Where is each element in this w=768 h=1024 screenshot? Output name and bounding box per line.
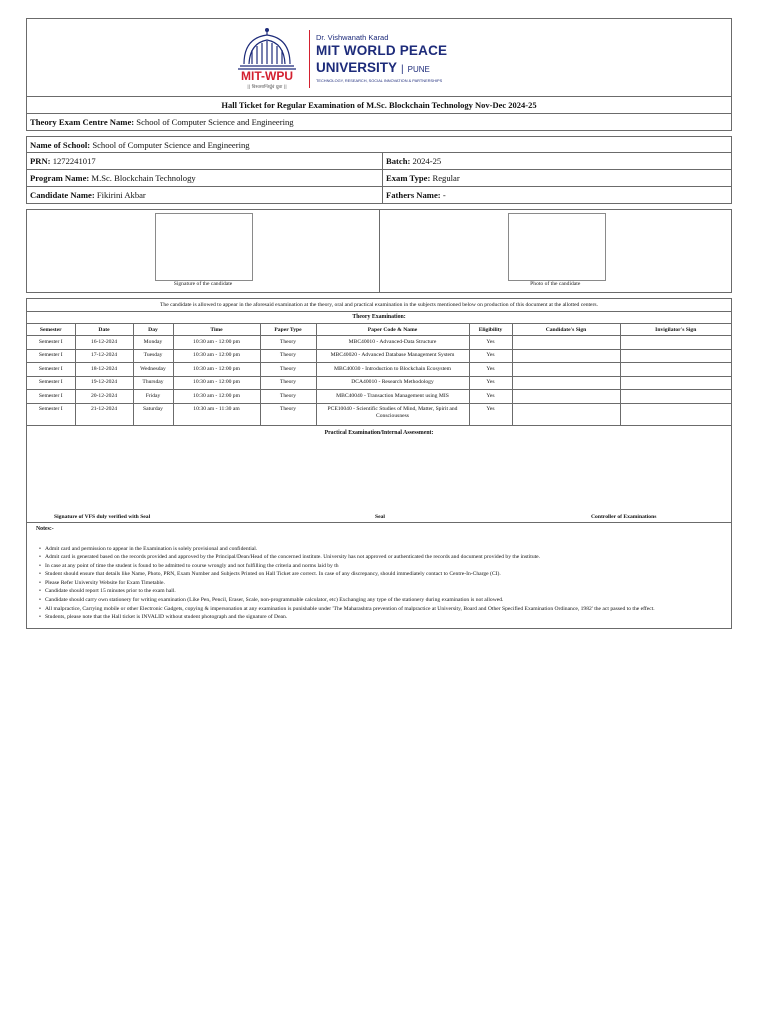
practical-heading: Practical Examination/Internal Assessment: — [324, 429, 434, 436]
col-eligibility: Eligibility — [469, 324, 512, 336]
practical-section — [27, 426, 731, 522]
table-row — [27, 336, 731, 350]
father-label: Fathers Name: — [386, 190, 441, 200]
row-prn-batch — [26, 153, 732, 170]
cell-paper-code-name: MBC40020 - Advanced Database Management System — [316, 349, 469, 363]
cell-day: Tuesday — [133, 349, 173, 363]
cell-paper-type: Theory — [260, 376, 316, 390]
col-time: Time — [173, 324, 260, 336]
brand-left: MIT-WPU — [241, 69, 293, 83]
father-value: - — [442, 190, 446, 200]
cell-eligibility: Yes — [469, 363, 512, 377]
father-field — [383, 187, 731, 203]
cell-semester: Semester I — [27, 403, 75, 425]
motto: || विश्वशान्तिर्ध्रुवं ध्रुवा || — [247, 85, 287, 90]
cell-candidate-sign — [512, 336, 620, 350]
cell-eligibility: Yes — [469, 376, 512, 390]
cell-time: 10:30 am - 12:00 pm — [173, 349, 260, 363]
cell-invigilator-sign — [620, 349, 731, 363]
col-date: Date — [75, 324, 133, 336]
batch-value: 2024-25 — [412, 156, 442, 166]
cell-semester: Semester I — [27, 376, 75, 390]
centre-value: School of Computer Science and Engineering — [136, 117, 294, 127]
col-paper-code-name: Paper Code & Name — [316, 324, 469, 336]
photo-box — [508, 213, 606, 281]
cell-candidate-sign — [512, 363, 620, 377]
cell-candidate-sign — [512, 349, 620, 363]
cell-paper-code-name: PCE10040 - Scientific Studies of Mind, Matter, Spirit and Consciousness — [316, 403, 469, 425]
cell-invigilator-sign — [620, 376, 731, 390]
signature-box — [155, 213, 253, 281]
cell-date: 20-12-2024 — [75, 390, 133, 404]
note-item: • Student should ensure that details like Name, Photo, PRN, Exam Number and Subjects Printed on Hall Ticket are correct. In case of any discrepancy, should immediately contact to Centre-In-Charge (CI). — [40, 570, 731, 579]
vfs-signature-label: Signature of VFS duly verified with Seal — [54, 513, 151, 520]
notes-list — [27, 545, 731, 622]
cell-paper-type: Theory — [260, 336, 316, 350]
cell-eligibility: Yes — [469, 349, 512, 363]
row-school — [26, 136, 732, 153]
city-separator: | — [401, 64, 404, 75]
row-candidate-father — [26, 187, 732, 204]
cell-time: 10:30 am - 12:00 pm — [173, 336, 260, 350]
note-item: • Students, please note that the Hall ticket is INVALID without student photograph and the signature of Dean. — [40, 613, 731, 622]
col-invigilator-sign: Invigilator's Sign — [620, 324, 731, 336]
prn-value: 1272241017 — [52, 156, 96, 166]
candidate-value: Fikirini Akbar — [96, 190, 146, 200]
table-row — [27, 363, 731, 377]
cell-candidate-sign — [512, 403, 620, 425]
candidate-field — [27, 187, 383, 203]
cell-paper-code-name: MBC40040 - Transaction Management using MIS — [316, 390, 469, 404]
cell-invigilator-sign — [620, 336, 731, 350]
cell-date: 17-12-2024 — [75, 349, 133, 363]
row-centre — [26, 114, 732, 131]
row-program-examtype — [26, 170, 732, 187]
cell-semester: Semester I — [27, 390, 75, 404]
exam-table-header — [27, 324, 731, 336]
founder-name: Dr. Vishwanath Karad — [316, 33, 389, 42]
note-item: • In case at any point of time the student is found to be admitted to course wrongly and not fulfilling the criteria and norms laid by th — [40, 562, 731, 571]
col-paper-type: Paper Type — [260, 324, 316, 336]
cell-paper-code-name: DCA40010 - Research Methodology — [316, 376, 469, 390]
theory-heading: Theory Examination: — [27, 312, 731, 324]
school-value: School of Computer Science and Engineering — [92, 140, 250, 150]
examtype-field — [383, 170, 731, 186]
prn-field — [27, 153, 383, 169]
centre-label: Theory Exam Centre Name: — [30, 117, 135, 127]
note-item: • Candidate should carry own stationery for writing examination (Like Pen, Pencil, Eraser, Scale, non-programmable calculator, etc) Exchanging any type of the stationery during examination is not allowed. — [40, 596, 731, 605]
prn-label: PRN: — [30, 156, 51, 166]
note-item: • Please Refer University Website for Exam Timetable. — [40, 579, 731, 588]
cell-day: Wednesday — [133, 363, 173, 377]
logo-divider — [309, 30, 310, 88]
centre-field — [27, 114, 731, 130]
exam-table — [27, 324, 731, 426]
cell-date: 16-12-2024 — [75, 336, 133, 350]
photo-panel — [380, 210, 732, 292]
table-row — [27, 349, 731, 363]
cell-invigilator-sign — [620, 363, 731, 377]
university-line2-wrap — [316, 59, 430, 77]
cell-paper-code-name: MBC40030 - Introduction to Blockchain Ecosystem — [316, 363, 469, 377]
cell-day: Monday — [133, 336, 173, 350]
cell-paper-type: Theory — [260, 390, 316, 404]
tagline: TECHNOLOGY, RESEARCH, SOCIAL INNOVATION & PARTNERSHIPS — [316, 78, 443, 83]
cell-eligibility: Yes — [469, 403, 512, 425]
col-day: Day — [133, 324, 173, 336]
school-field — [27, 137, 731, 152]
table-row — [27, 390, 731, 404]
notes-heading: Notes:- — [36, 525, 54, 532]
seal-label: Seal — [375, 513, 385, 520]
note-item: • Admit card is generated based on the records provided and approved by the Principal/Dean/Head of the concerned institute. University has not approved or authenticated the records and document provided by the institute. — [40, 553, 731, 562]
signature-panel — [27, 210, 380, 292]
exam-notice: The candidate is allowed to appear in the aforesaid examination at the theory, oral and practical examination in the subjects mentioned below on production of this document at the allotted centers. — [27, 299, 731, 312]
batch-label: Batch: — [386, 156, 411, 166]
program-field — [27, 170, 383, 186]
notes-section — [27, 522, 731, 628]
cell-semester: Semester I — [27, 349, 75, 363]
cell-date: 21-12-2024 — [75, 403, 133, 425]
cell-day: Friday — [133, 390, 173, 404]
cell-day: Saturday — [133, 403, 173, 425]
school-label: Name of School: — [30, 140, 91, 150]
cell-time: 10:30 am - 12:00 pm — [173, 390, 260, 404]
cell-eligibility: Yes — [469, 390, 512, 404]
photo-caption: Photo of the candidate — [530, 281, 581, 287]
table-row — [27, 403, 731, 425]
city: PUNE — [407, 65, 430, 74]
cell-invigilator-sign — [620, 390, 731, 404]
cell-day: Thursday — [133, 376, 173, 390]
note-item: • Candidate should report 15 minutes prior to the exam hall. — [40, 587, 731, 596]
cell-time: 10:30 am - 12:00 pm — [173, 376, 260, 390]
cell-time: 10:30 am - 11:30 am — [173, 403, 260, 425]
cell-paper-type: Theory — [260, 363, 316, 377]
university-line1: MIT WORLD PEACE — [316, 43, 448, 58]
hall-ticket-title: Hall Ticket for Regular Examination of M.Sc. Blockchain Technology Nov-Dec 2024-25 — [26, 97, 732, 114]
cell-eligibility: Yes — [469, 336, 512, 350]
cell-date: 18-12-2024 — [75, 363, 133, 377]
photo-signature-block — [26, 209, 732, 293]
header — [26, 18, 732, 97]
cell-candidate-sign — [512, 376, 620, 390]
note-item: • All malpractice, Carrying mobile or other Electronic Gadgets, copying & impersonation at any examination is punishable under 'The Maharashtra prevention of malpractice at University, Board and Other Specified Examination Ordinance, 1982' the act passed to the effect. — [40, 605, 731, 614]
col-semester: Semester — [27, 324, 75, 336]
note-item: • Admit card and permission to appear in the Examination is solely provisional and confidential. — [40, 545, 731, 554]
candidate-label: Candidate Name: — [30, 190, 95, 200]
examtype-label: Exam Type: — [386, 173, 431, 183]
program-value: M.Sc. Blockchain Technology — [91, 173, 196, 183]
cell-invigilator-sign — [620, 403, 731, 425]
cell-time: 10:30 am - 12:00 pm — [173, 363, 260, 377]
cell-semester: Semester I — [27, 363, 75, 377]
hall-ticket — [26, 18, 732, 629]
examtype-value: Regular — [432, 173, 460, 183]
batch-field — [383, 153, 731, 169]
program-label: Program Name: — [30, 173, 90, 183]
exam-section — [26, 298, 732, 629]
university-logo — [232, 26, 492, 92]
university-line2: UNIVERSITY — [316, 60, 398, 75]
signature-caption: Signature of the candidate — [173, 281, 233, 287]
table-row — [27, 376, 731, 390]
cell-candidate-sign — [512, 390, 620, 404]
dome-emblem-icon — [232, 26, 302, 70]
cell-paper-code-name: MBC40010 - Advanced-Data Structure — [316, 336, 469, 350]
cell-paper-type: Theory — [260, 403, 316, 425]
cell-semester: Semester I — [27, 336, 75, 350]
cell-paper-type: Theory — [260, 349, 316, 363]
controller-label: Controller of Examinations — [591, 513, 657, 520]
cell-date: 19-12-2024 — [75, 376, 133, 390]
col-candidate-sign: Candidate's Sign — [512, 324, 620, 336]
